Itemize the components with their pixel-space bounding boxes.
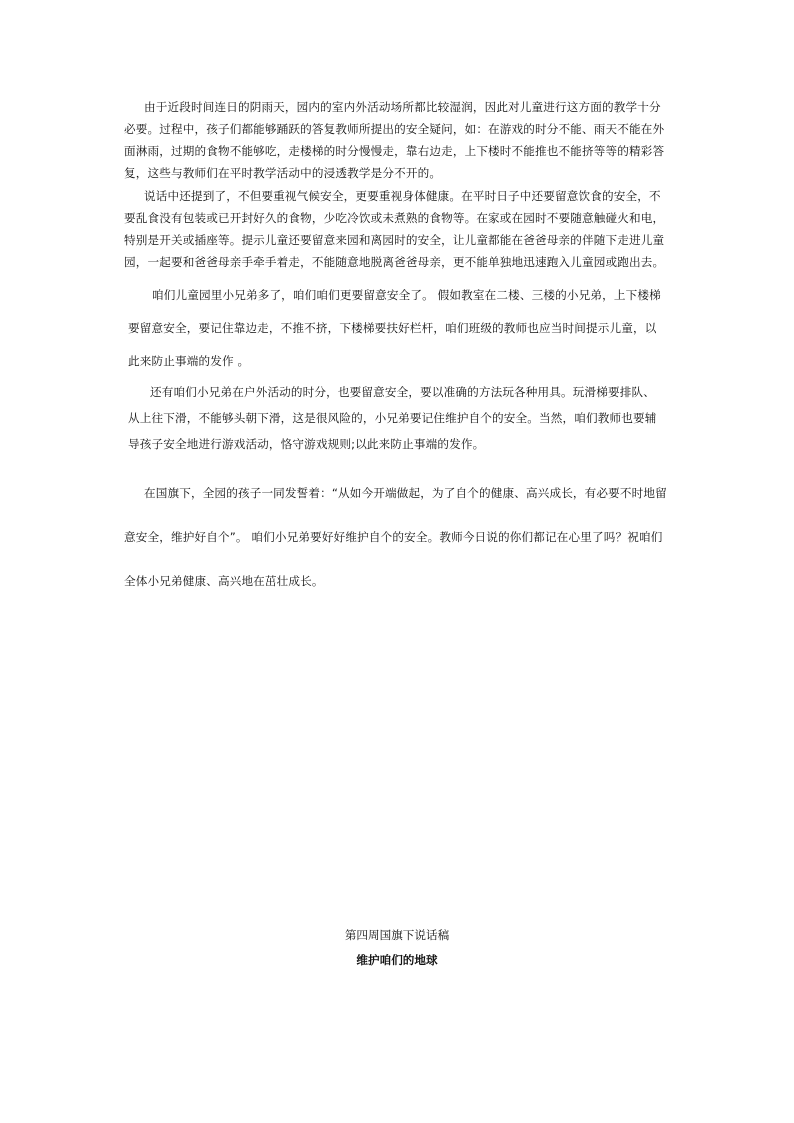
text-line: 全体小兄弟健康、高兴地在茁壮成长。 xyxy=(124,574,324,588)
text-line: 园，一起要和爸爸母亲手牵手着走，不能随意地脱离爸爸母亲，更不能单独地迅速跑入儿童园或跑出去。 xyxy=(124,255,665,269)
text-line: 由于近段时间连日的阴雨天，园内的室内外活动场所都比较湿润，因此对儿童进行这方面的教学十分 xyxy=(144,100,661,114)
text-line: 咱们儿童园里小兄弟多了，咱们咱们更要留意安全了。 假如教室在二楼、三楼的小兄弟，上下楼梯 xyxy=(152,288,661,302)
text-line: 要乱食没有包装或已开封好久的食物，少吃冷饮或未煮熟的食物等。在家或在园时不要随意触碰火和电， xyxy=(124,211,665,225)
paragraph-health xyxy=(124,185,664,273)
text-line: 从上往下滑，不能够头朝下滑，这是很风险的，小兄弟要记住维护自个的安全。当然，咱们教师也要辅 xyxy=(128,411,657,425)
text-line: 在国旗下，全园的孩子一同发誓着：“从如今开端做起，为了自个的健康、高兴成长，有必要不时地留 xyxy=(144,486,667,500)
paragraph-outdoor xyxy=(128,381,656,459)
text-line: 说话中还提到了，不但要重视气候安全，更要重视身体健康。在平时日子中还要留意饮食的安全，不 xyxy=(144,189,661,203)
text-line: 还有咱们小兄弟在户外活动的时分，也要留意安全，要以准确的方法玩各种用具。玩滑梯要排队、 xyxy=(150,385,655,399)
text-line: 必要。过程中，孩子们都能够踊跃的答复教师所提出的安全疑问，如：在游戏的时分不能、雨天不能在外 xyxy=(124,122,665,136)
paragraph-stairs xyxy=(128,284,661,383)
text-line: 此来防止事端的发作 。 xyxy=(128,354,250,368)
paragraph-rainy-weather xyxy=(124,96,664,184)
section-heading: 第四周国旗下说话稿 xyxy=(344,928,450,942)
text-line: 复，这些与教师们在平时教学活动中的浸透教学是分不开的。 xyxy=(124,166,442,180)
text-line: 导孩子安全地进行游戏活动，恪守游戏规则;以此来防止事端的发作。 xyxy=(128,437,485,451)
paragraph-pledge xyxy=(124,482,667,614)
text-line: 要留意安全，要记住靠边走，不推不挤，下楼梯要扶好栏杆，咱们班级的教师也应当时间提示儿童，以 xyxy=(128,321,657,335)
text-line: 特别是开关或插座等。提示儿童还要留意来园和离园时的安全，让儿童都能在爸爸母亲的伴随下走进儿童 xyxy=(124,233,665,247)
text-line: 意安全，维护好自个”。 咱们小兄弟要好好维护自个的安全。教师今日说的你们都记在心里了吗？祝咱们 xyxy=(124,530,663,544)
section-subheading: 维护咱们的地球 xyxy=(356,953,438,967)
text-line: 面淋雨，过期的食物不能够吃，走楼梯的时分慢慢走，靠右边走，上下楼时不能推也不能挤等等的精彩答 xyxy=(124,144,665,158)
